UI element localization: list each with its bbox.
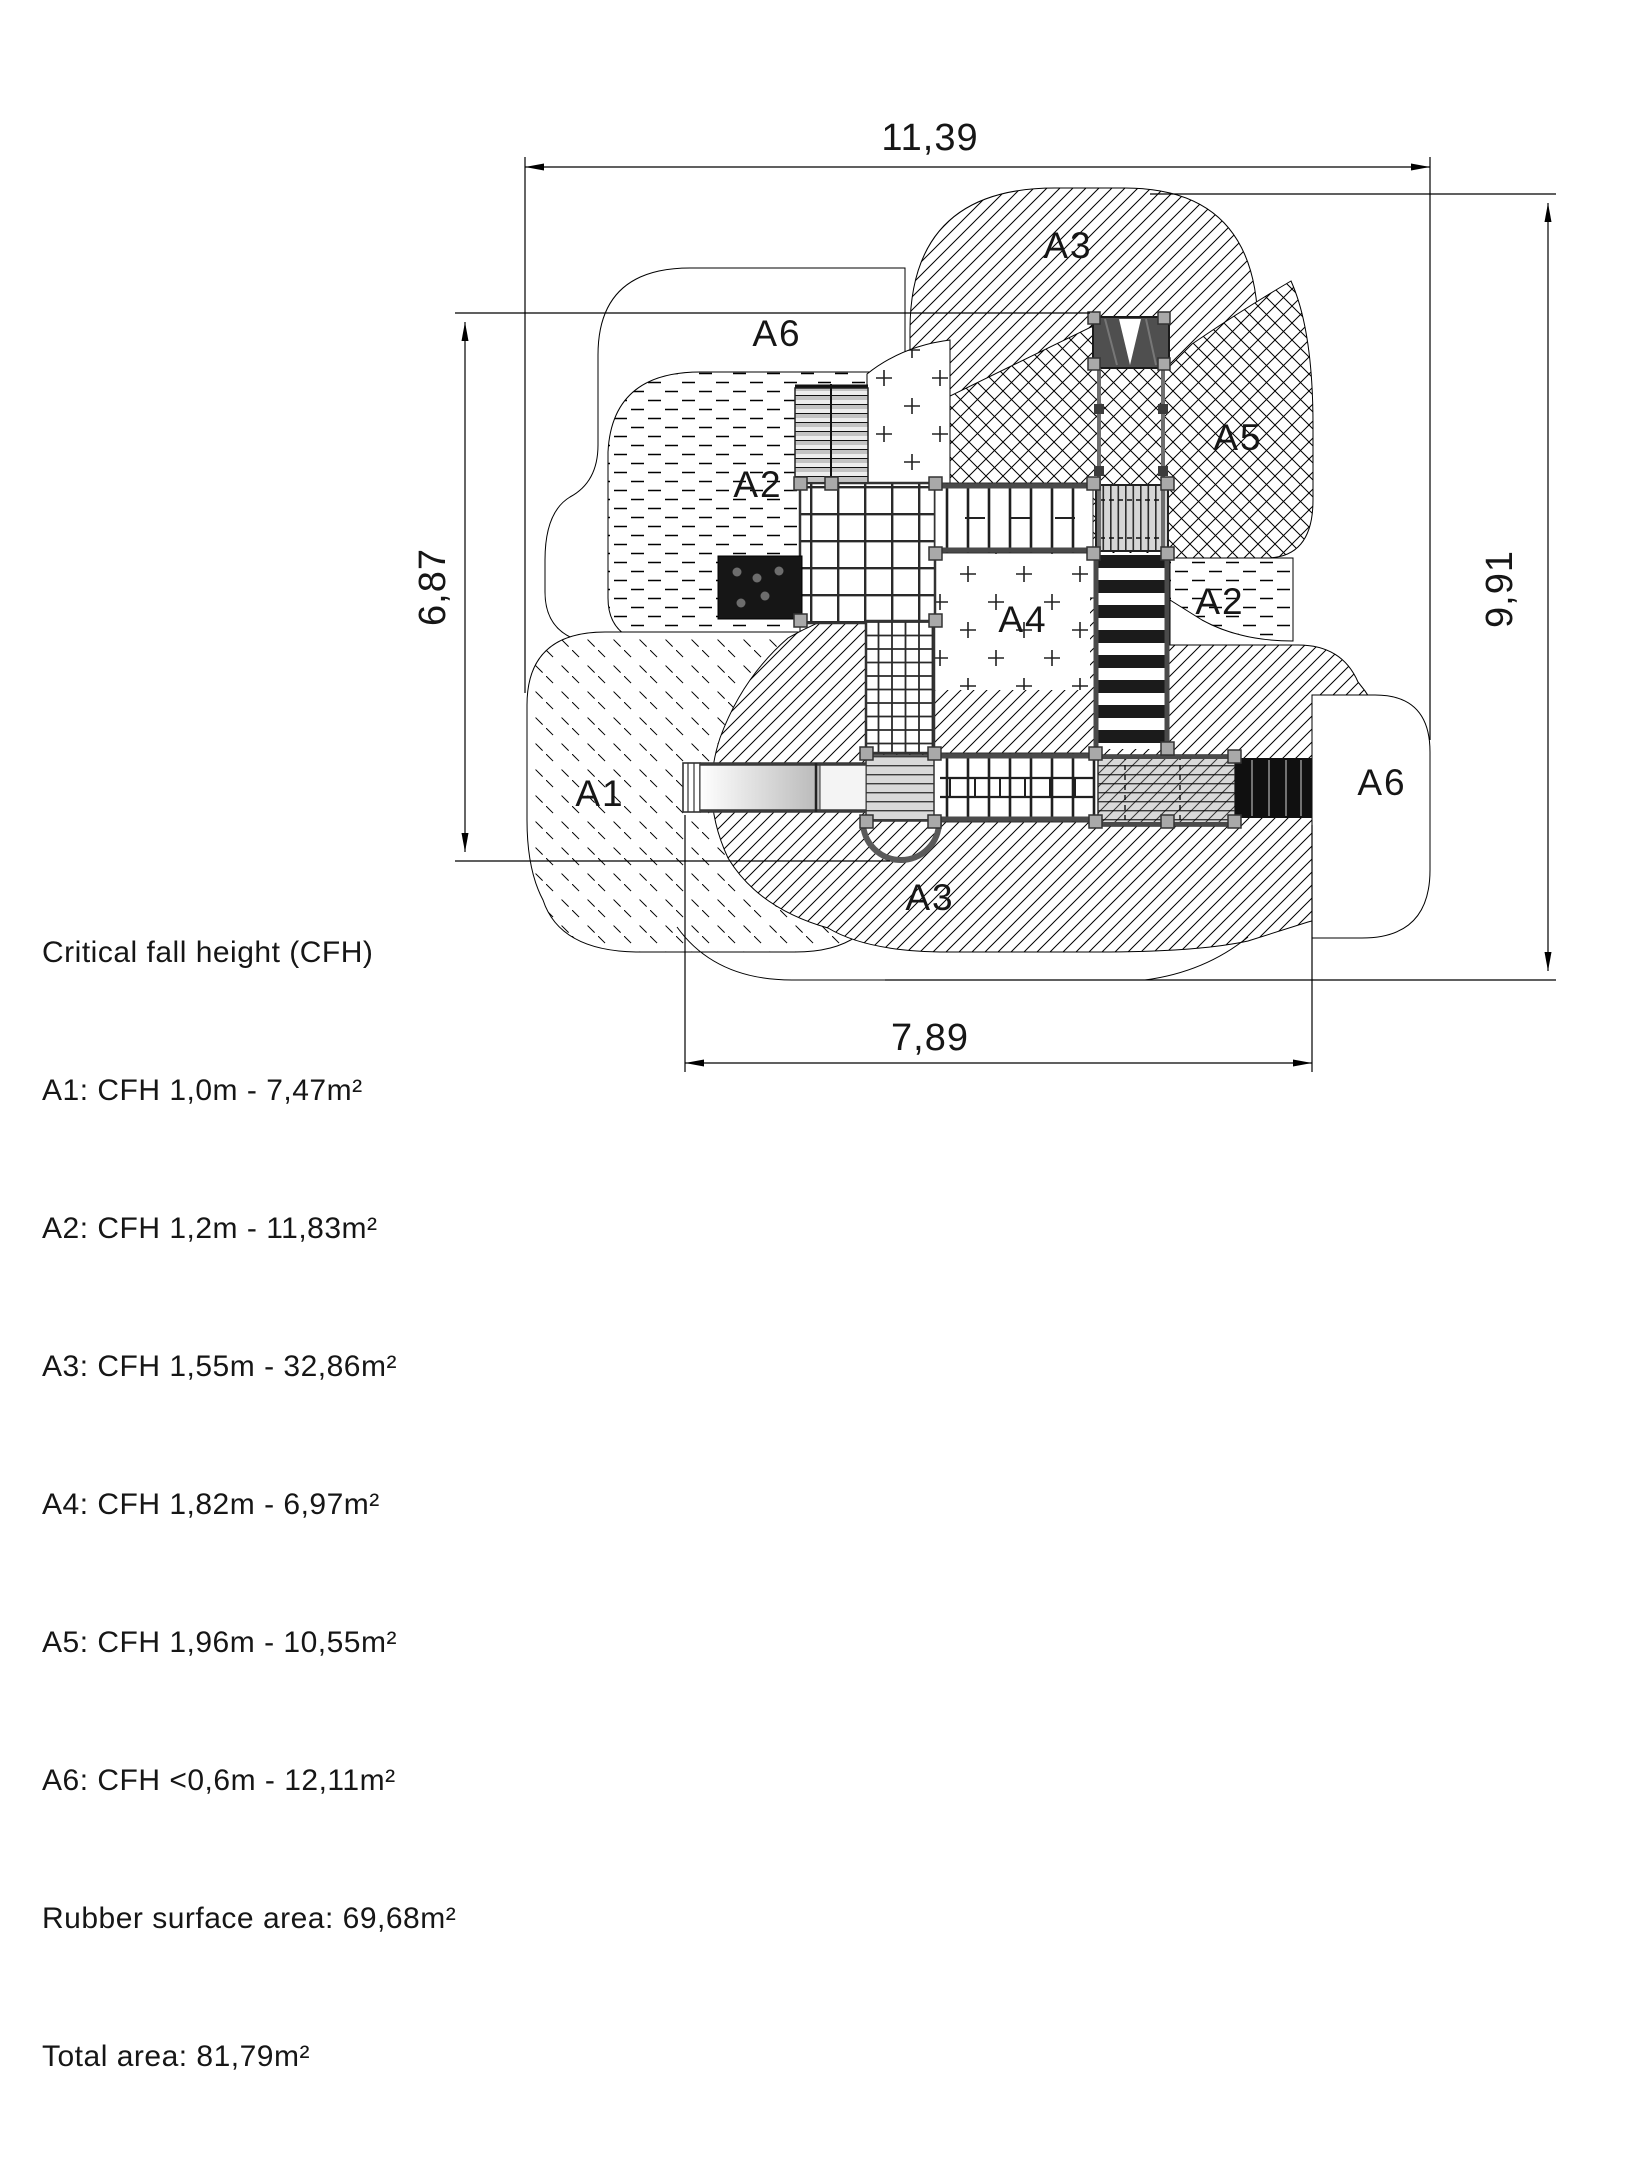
zone-label-a2-left: A2 [733,464,783,505]
cfh-legend-line-a1: A1: CFH 1,0m - 7,47m² [42,1074,363,1107]
deck-platform-left [866,755,934,821]
dimension-bottom-value: 7,89 [891,1017,969,1059]
climbing-net [866,621,934,753]
cfh-legend-line-a6: A6: CFH <0,6m - 12,11m² [42,1764,396,1797]
zone-label-a3-top: A3 [1043,225,1093,266]
zone-label-a6-right: A6 [1357,762,1407,803]
zone-label-a2-right: A2 [1195,581,1245,622]
dimension-top-value: 11,39 [881,117,979,159]
cfh-legend-line-a3: A3: CFH 1,55m - 32,86m² [42,1350,397,1383]
slide [683,763,866,812]
cfh-legend-line-a5: A5: CFH 1,96m - 10,55m² [42,1626,397,1659]
staircase [1096,551,1167,751]
cfh-legend-line-a4: A4: CFH 1,82m - 6,97m² [42,1488,380,1521]
net-platform [800,483,935,623]
upper-walkway [935,483,1093,553]
zone-label-a1: A1 [575,773,625,814]
end-climber [1235,758,1312,818]
dimension-right-value: 9,91 [1479,550,1521,628]
zone-label-a4: A4 [998,599,1048,640]
dimension-left-value: 6,87 [412,548,454,626]
cfh-legend-line-total: Total area: 81,79m² [42,2040,310,2073]
cfh-legend [42,838,456,2172]
zone-label-a6-top-left: A6 [752,313,802,354]
zone-a6-right [1312,695,1430,938]
zone-label-a5: A5 [1213,417,1263,458]
zone-label-a3-bottom: A3 [905,877,955,918]
cfh-legend-line-a2: A2: CFH 1,2m - 11,83m² [42,1212,378,1245]
rope-bridge [934,753,1098,822]
cfh-legend-title: Critical fall height (CFH) [42,936,374,969]
cfh-legend-line-rubber: Rubber surface area: 69,68m² [42,1902,457,1935]
access-ramp [795,384,868,487]
climbing-wall [718,556,802,619]
slat-bridge [1096,485,1168,551]
